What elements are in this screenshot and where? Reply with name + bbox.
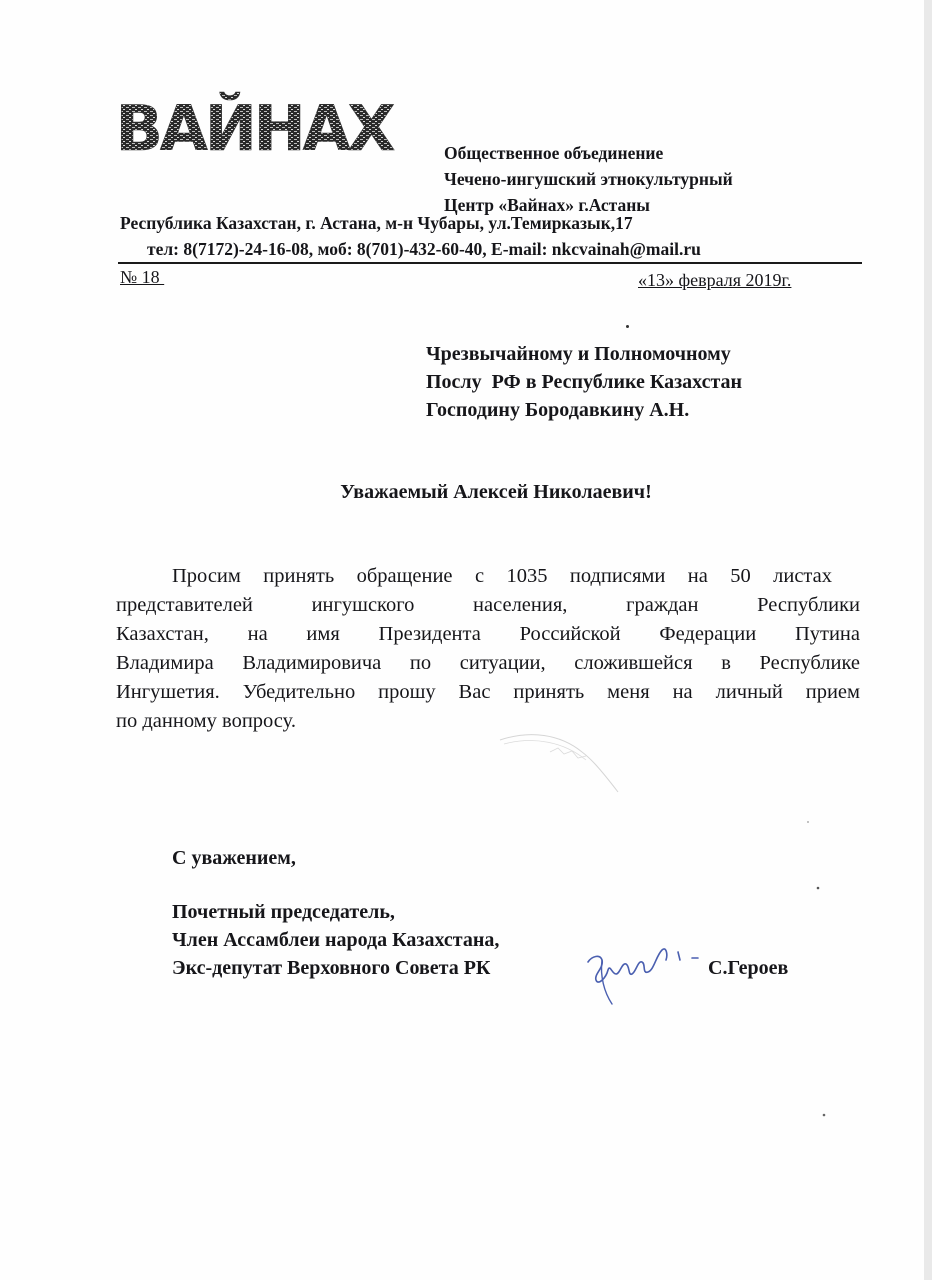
signer-title-line: Экс-депутат Верховного Совета РК (172, 957, 491, 979)
body-line: Казахстан, на имя Президента Российской Федерации Путина (116, 623, 860, 645)
salutation-text: Уважаемый Алексей Николаевич! (340, 481, 652, 503)
document-date: «13» февраля 2019г. (638, 270, 792, 290)
body-line: Просим принять обращение с 1035 подписями на 50 листах (172, 565, 832, 587)
signer-title-line: Почетный председатель, (172, 901, 395, 923)
signer-name: С.Героев (708, 957, 789, 979)
vainakh-logo (115, 92, 393, 165)
recipient-line: Послу РФ в Республике Казахстан (426, 371, 743, 393)
handwritten-signature (582, 930, 712, 1010)
letterhead-divider (118, 262, 862, 264)
address-line: Республика Казахстан, г. Астана, м-н Чубары, ул.Темирказык,17 (120, 213, 633, 233)
document-number: № 18 (120, 267, 165, 287)
body-line: по данному вопросу. (116, 710, 296, 732)
org-line: Центр «Вайнах» г.Астаны (444, 195, 650, 215)
recipient-line: Господину Бородавкину А.Н. (426, 399, 690, 421)
salutation (0, 478, 932, 506)
svg-text:ВАЙНАХ: ВАЙНАХ (115, 92, 393, 165)
closing-phrase: С уважением, (172, 847, 296, 869)
body-line: Владимира Владимировича по ситуации, сложившейся в Республике (116, 652, 860, 674)
org-line: Общественное объединение (444, 143, 664, 163)
signer-title-line: Член Ассамблеи народа Казахстана, (172, 929, 500, 951)
pencil-scribble (490, 722, 630, 802)
body-line: представителей ингушского населения, граждан Республики (116, 594, 860, 616)
body-line: Ингушетия. Убедительно прошу Вас принять меня на личный прием (116, 681, 860, 703)
ink-dot (626, 325, 629, 328)
recipient-block (426, 340, 742, 424)
organization-name (444, 140, 733, 218)
recipient-line: Чрезвычайному и Полномочному (426, 343, 731, 365)
org-line: Чечено-ингушский этнокультурный (444, 169, 733, 189)
page-edge-shadow (924, 0, 932, 1280)
letter-body (116, 562, 860, 736)
signer-titles (172, 898, 499, 982)
contacts-line: тел: 8(7172)-24-16-08, моб: 8(701)-432-60-40, E-mail: nkcvainah@mail.ru (147, 239, 701, 259)
